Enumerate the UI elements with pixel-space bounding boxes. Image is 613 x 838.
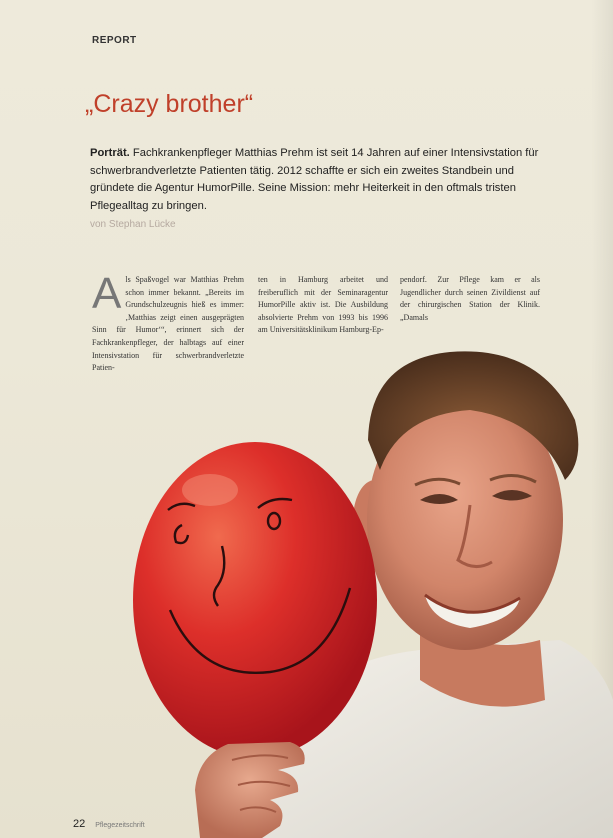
body-column-3: pendorf. Zur Pflege kam er als Jugendlicher durch seinen Zivildienst auf der chirurgischen Station der Klinik. „Damals [400,275,540,322]
body-column-2: ten in Hamburg arbeitet und freiberuflich mit der Seminaragentur HumorPille aktiv ist. Die Ausbildung absolvierte Prehm von 1993 bis 1996 am Universitätsklinikum Hamburg-Ep- [258,275,388,335]
lead-intro: Porträt. [90,147,130,159]
body-column-1-text: ls Spaßvogel war Matthias Prehm schon immer bekannt. „Bereits im Grundschulzeugnis hieß es immer: ‚Matthias zeigt einen ausgeprägten Sinn für Humor‘“, erinnert sich der Fachkrankenpfleger, der halbtags auf einer Intensivstation für schwerbrandverletzte Patien- [92,275,244,373]
article-headline: „Crazy brother“ [85,90,254,118]
lead-text: Fachkrankenpfleger Matthias Prehm ist seit 14 Jahren auf einer Intensivstation für schwerbrandverletzte Patienten tätig. 2012 schaffte er sich ein zweites Standbein und gründete die Agentur HumorPille. Seine Mission: mehr Heiterkeit in den oftmals tristen Pflegealltag zu bringen. [90,147,539,212]
page-footer [73,818,145,830]
page-number: 22 [73,818,86,830]
drop-cap: A [92,269,122,318]
publication-name: Pflegezeitschrift [95,822,145,829]
byline: von Stephan Lücke [90,219,176,230]
section-label: REPORT [92,35,137,46]
